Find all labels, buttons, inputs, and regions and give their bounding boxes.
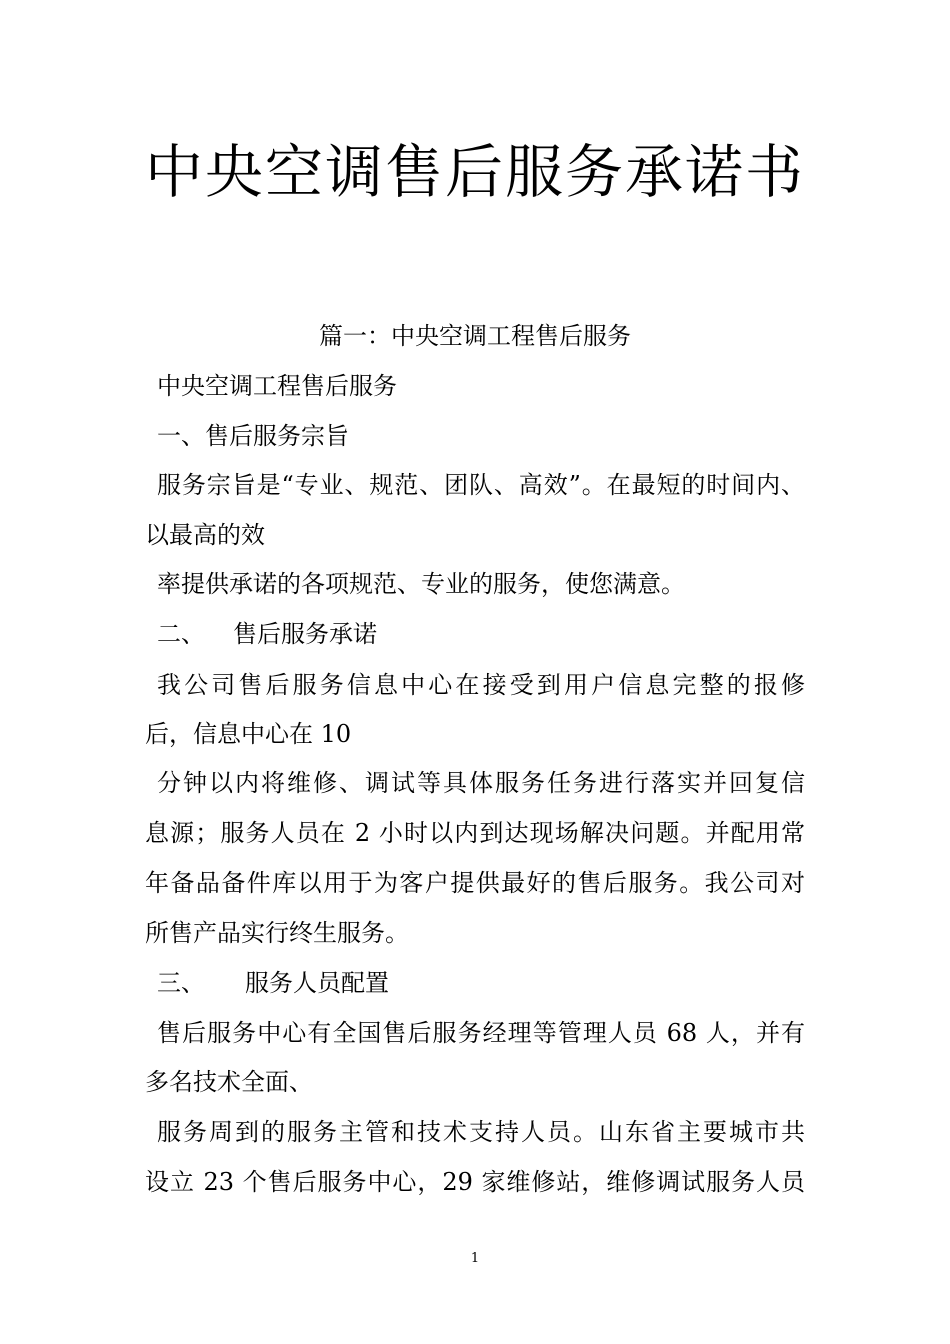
- paragraph1-line1: 服务宗旨是“专业、规范、团队、高效”。在最短的时间内、: [157, 471, 805, 499]
- paragraph2-line1: 我公司售后服务信息中心在接受到用户信息完整的报修: [157, 671, 805, 699]
- section3-heading: [157, 967, 389, 999]
- section2-title: 售后服务承诺: [233, 620, 377, 648]
- paragraph3-line4: 设立 23 个售后服务中心，29 家维修站，维修调试服务人员: [145, 1168, 805, 1196]
- section3-number: 三、: [157, 969, 205, 997]
- document-title: 中央空调售后服务承诺书: [144, 138, 805, 206]
- paragraph1-line2: 以最高的效: [145, 521, 265, 549]
- paragraph2-line2: 后，信息中心在 10: [145, 720, 352, 748]
- subtitle: 篇一：中央空调工程售后服务: [319, 322, 631, 350]
- section2-heading: [157, 618, 377, 650]
- paragraph1-line3: 率提供承诺的各项规范、专业的服务，使您满意。: [157, 570, 685, 598]
- paragraph3-line3: 服务周到的服务主管和技术支持人员。山东省主要城市共: [157, 1118, 805, 1146]
- section2-number: 二、: [157, 620, 205, 648]
- paragraph3-line1: 售后服务中心有全国售后服务经理等管理人员 68 人，并有: [157, 1019, 805, 1047]
- section1-heading: 一、售后服务宗旨: [157, 422, 349, 450]
- paragraph2-line5: 年备品备件库以用于为客户提供最好的售后服务。我公司对: [145, 869, 805, 897]
- paragraph2-line6: 所售产品实行终生服务。: [145, 919, 409, 947]
- paragraph2-line3: 分钟以内将维修、调试等具体服务任务进行落实并回复信: [157, 769, 805, 797]
- section-heading: 中央空调工程售后服务: [157, 372, 397, 400]
- section3-title: 服务人员配置: [245, 969, 389, 997]
- paragraph3-line2: 多名技术全面、: [145, 1068, 313, 1096]
- paragraph2-line4: 息源；服务人员在 2 小时以内到达现场解决问题。并配用常: [145, 819, 805, 847]
- page-number: 1: [470, 1251, 480, 1266]
